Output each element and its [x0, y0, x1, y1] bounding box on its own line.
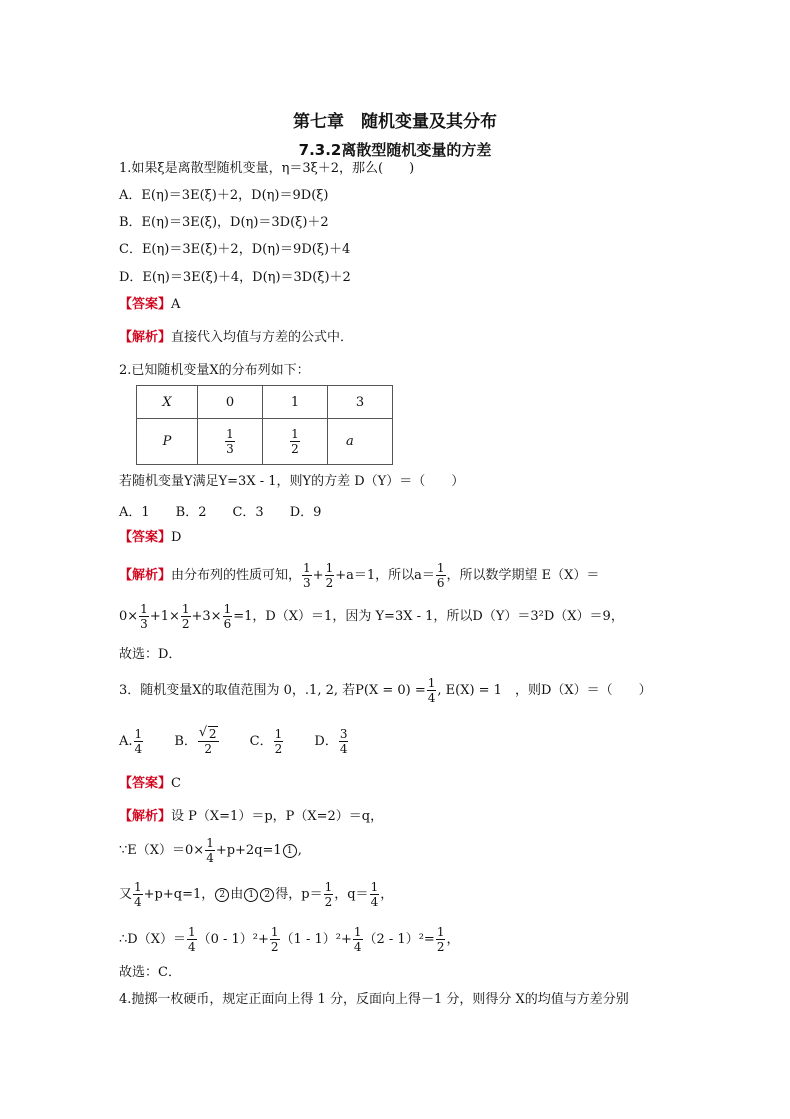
q1-analysis [119, 331, 353, 344]
table-cell: 0 [198, 386, 263, 419]
q3-analysis-line5: 故选：C． [119, 965, 181, 980]
table-cell: X [137, 386, 198, 419]
table-cell: 1 [263, 386, 328, 419]
q1-option-a: A．E(η)＝3E(ξ)＋2，D(η)＝9D(ξ) [119, 188, 329, 203]
q1-option-b: B．E(η)＝3E(ξ)，D(η)＝3D(ξ)＋2 [119, 215, 329, 230]
section-title: 7.3.2离散型随机变量的方差 [298, 141, 492, 159]
analysis-tag: 【解析】 [119, 330, 172, 345]
q2-stem: 2.已知随机变量X的分布列如下： [119, 363, 310, 378]
q3-analysis-line1: 【解析】设 P（X=1）＝p，P（X=2）＝q， [119, 809, 384, 824]
q1-analysis-text: 直接代入均值与方差的公式中． [171, 330, 354, 345]
q4-stem: 4.抛掷一枚硬币，规定正面向上得 1 分，反面向上得－1 分，则得分 X的均值与方差分别 [119, 992, 629, 1007]
q3-option-c: C． [249, 734, 273, 749]
q1-answer-value: A [171, 297, 181, 312]
q3-analysis-line4: ∴D（X）＝ $\frac{1}{4}$ （0 - 1）²+ $\frac{1}{2}$ （1 - 1）²+ $\frac{1}{4}$ （2 - 1）²= $\frac{1}{2}$ ， [119, 925, 460, 954]
q3-option-b: B． [174, 734, 197, 749]
q1-option-c: C．E(η)＝3E(ξ)＋2，D(η)＝9D(ξ)＋4 [119, 242, 351, 257]
q2-analysis-line2: 0× $\frac{1}{3}$ +1× $\frac{1}{2}$ +3× $\frac{1}{6}$ =1，D（X）＝1，因为 Y=3X - 1，所以D（Y）＝3²D（X）＝9， [119, 602, 624, 631]
table-row [137, 386, 393, 419]
q2-question: 若随机变量Y满足Y=3X - 1，则Y的方差 D（Y）＝（ ） [119, 474, 465, 489]
table-cell: $\frac{1}{2}$ [263, 419, 328, 465]
table-row [137, 419, 393, 465]
q3-analysis-line2: ∵E（X）＝0× $\frac{1}{4}$ +p+2q=1 1 , [119, 836, 302, 865]
q3-options: A. $\frac{1}{4}$ B． √ 2 2 C． $\frac{1}{2}$ D． $\frac{3}{4}$ [119, 725, 348, 756]
q2-options: A．1 B．2 C．3 D．9 [119, 505, 322, 520]
q1-answer [119, 298, 180, 311]
table-cell: P [137, 419, 198, 465]
q1-option-d: D．E(η)＝3E(ξ)＋4，D(η)＝3D(ξ)＋2 [119, 270, 351, 285]
answer-tag: 【答案】 [119, 297, 172, 312]
q2-analysis-line1: 【解析】由分布列的性质可知， $\frac{1}{3}$ + $\frac{1}{2}$ +a＝1，所以a＝ $\frac{1}{6}$ ，所以数学期望 E（X）＝ [119, 561, 600, 590]
q2-answer: 【答案】D [119, 530, 182, 545]
q1-stem: 1.如果ξ是离散型随机变量，η＝3ξ＋2，那么( ) [119, 161, 415, 176]
q2-analysis-line3: 故选：D． [119, 647, 182, 662]
q3-option-a: A. [119, 734, 133, 749]
q3-option-d: D． [314, 734, 338, 749]
table-cell: a [328, 419, 393, 465]
table-cell: 3 [328, 386, 393, 419]
q3-answer: 【答案】C [119, 776, 181, 791]
q3-stem: 3．随机变量X的取值范围为 0，.1, 2, 若P(X = 0) = $\frac{1}{4}$ , E(X) = 1 ，则D（X）＝（ ） [119, 676, 652, 705]
chapter-title: 第七章 随机变量及其分布 [293, 112, 497, 132]
q3-analysis-line3: 又 $\frac{1}{4}$ +p+q=1， 2 由 1 2 得，p＝ $\frac{1}{2}$ ，q＝ $\frac{1}{4}$ ， [119, 880, 394, 909]
table-cell: $\frac{1}{3}$ [198, 419, 263, 465]
distribution-table [136, 385, 393, 465]
